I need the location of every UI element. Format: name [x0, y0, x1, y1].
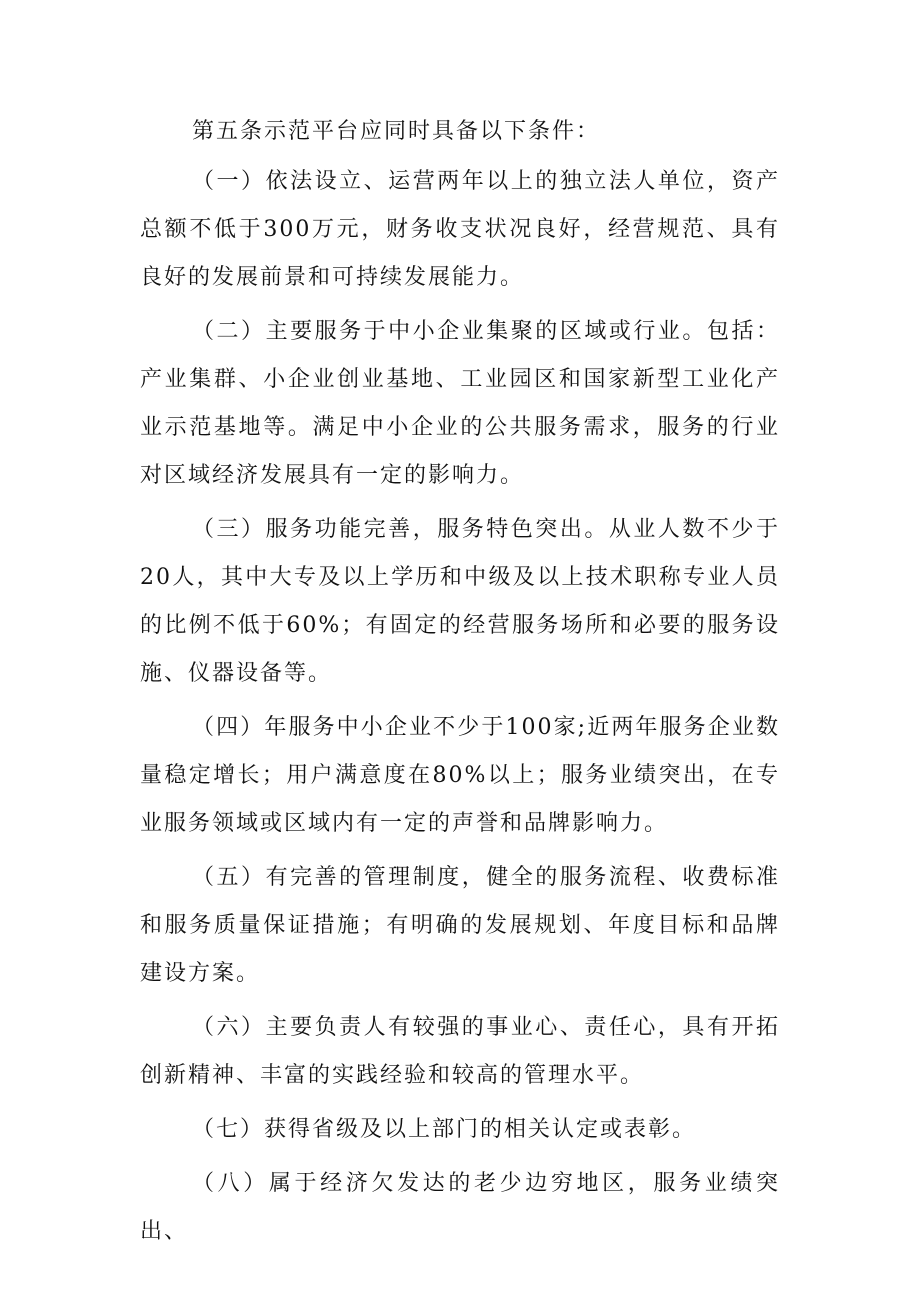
- document-body: [140, 108, 780, 1256]
- condition-7-paragraph: （七）获得省级及以上部门的相关认定或表彰。: [192, 1117, 697, 1142]
- article-heading: 第五条示范平台应同时具备以下条件：: [192, 119, 601, 144]
- condition-4-paragraph: （四）年服务中小企业不少于100家;近两年服务企业数量稳定增长；用户满意度在80%以上；服务业绩突出，在专业服务领域或区域内有一定的声誉和品牌影响力。: [140, 715, 780, 836]
- condition-6-paragraph: （六）主要负责人有较强的事业心、责任心，具有开拓创新精神、丰富的实践经验和较高的管理水平。: [140, 1015, 780, 1088]
- condition-2-paragraph: （二）主要服务于中小企业集聚的区域或行业。包括：产业集群、小企业创业基地、工业园区和国家新型工业化产业示范基地等。满足中小企业的公共服务需求，服务的行业对区域经济发展具有一定的影响力。: [140, 319, 780, 488]
- condition-5-paragraph: （五）有完善的管理制度，健全的服务流程、收费标准和服务质量保证措施；有明确的发展规划、年度目标和品牌建设方案。: [140, 865, 780, 986]
- condition-3-paragraph: （三）服务功能完善，服务特色突出。从业人数不少于20人，其中大专及以上学历和中级及以上技术职称专业人员的比例不低于60%；有固定的经营服务场所和必要的服务设施、仪器设备等。: [140, 517, 780, 686]
- condition-8-paragraph: （八）属于经济欠发达的老少边穷地区，服务业绩突出、: [140, 1171, 780, 1244]
- condition-1-paragraph: （一）依法设立、运营两年以上的独立法人单位，资产总额不低于300万元，财务收支状况良好，经营规范、具有良好的发展前景和可持续发展能力。: [140, 169, 780, 290]
